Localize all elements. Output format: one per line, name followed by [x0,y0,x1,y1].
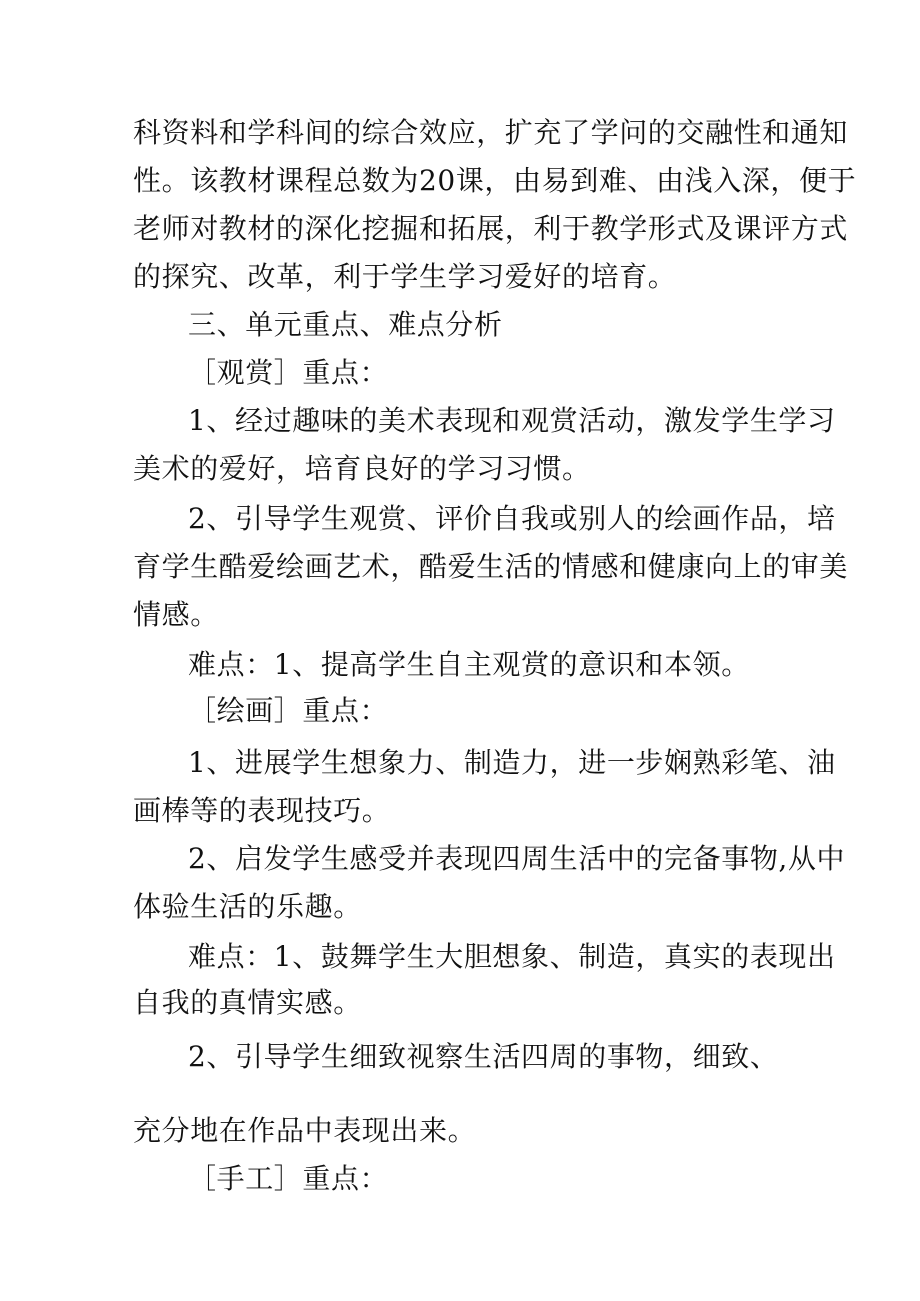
body-text-line: 育学生酷爱绘画艺术，酷爱生活的情感和健康向上的审美 [133,550,849,583]
body-text-line: 情感。 [133,598,219,631]
body-text-line: 画棒等的表现技巧。 [133,794,391,827]
difficulty-text: 难点：1、提高学生自主观赏的意识和本领。 [188,648,750,681]
subsection-heading-viewing: ［观赏］重点： [188,356,389,389]
body-text-line: 充分地在作品中表现出来。 [133,1114,477,1147]
section-heading: 三、单元重点、难点分析 [188,308,503,341]
body-text-line: 科资料和学科间的综合效应，扩充了学问的交融性和通知 [133,116,849,149]
body-text-line: 老师对教材的深化挖掘和拓展，利于教学形式及课评方式 [133,212,849,245]
list-item-text: 1、进展学生想象力、制造力，进一步娴熟彩笔、油 [188,746,836,779]
subsection-heading-drawing: ［绘画］重点： [188,694,389,727]
body-text-line: 美术的爱好，培育良好的学习习惯。 [133,452,591,485]
list-item-text: 2、启发学生感受并表现四周生活中的完备事物,从中 [188,842,846,875]
subsection-heading-handcraft: ［手工］重点： [188,1162,389,1195]
body-text-line: 的探究、改革，利于学生学习爱好的培育。 [133,260,677,293]
difficulty-text: 难点：1、鼓舞学生大胆想象、制造，真实的表现出 [188,940,836,973]
body-text-line: 性。该教材课程总数为20课，由易到难、由浅入深，便于 [133,164,857,197]
body-text-line: 自我的真情实感。 [133,986,362,1019]
body-text-line: 体验生活的乐趣。 [133,890,362,923]
list-item-text: 2、引导学生观赏、评价自我或别人的绘画作品，培 [188,502,836,535]
list-item-text: 1、经过趣味的美术表现和观赏活动，激发学生学习 [188,404,836,437]
list-item-text: 2、引导学生细致视察生活四周的事物，细致、 [188,1040,779,1073]
